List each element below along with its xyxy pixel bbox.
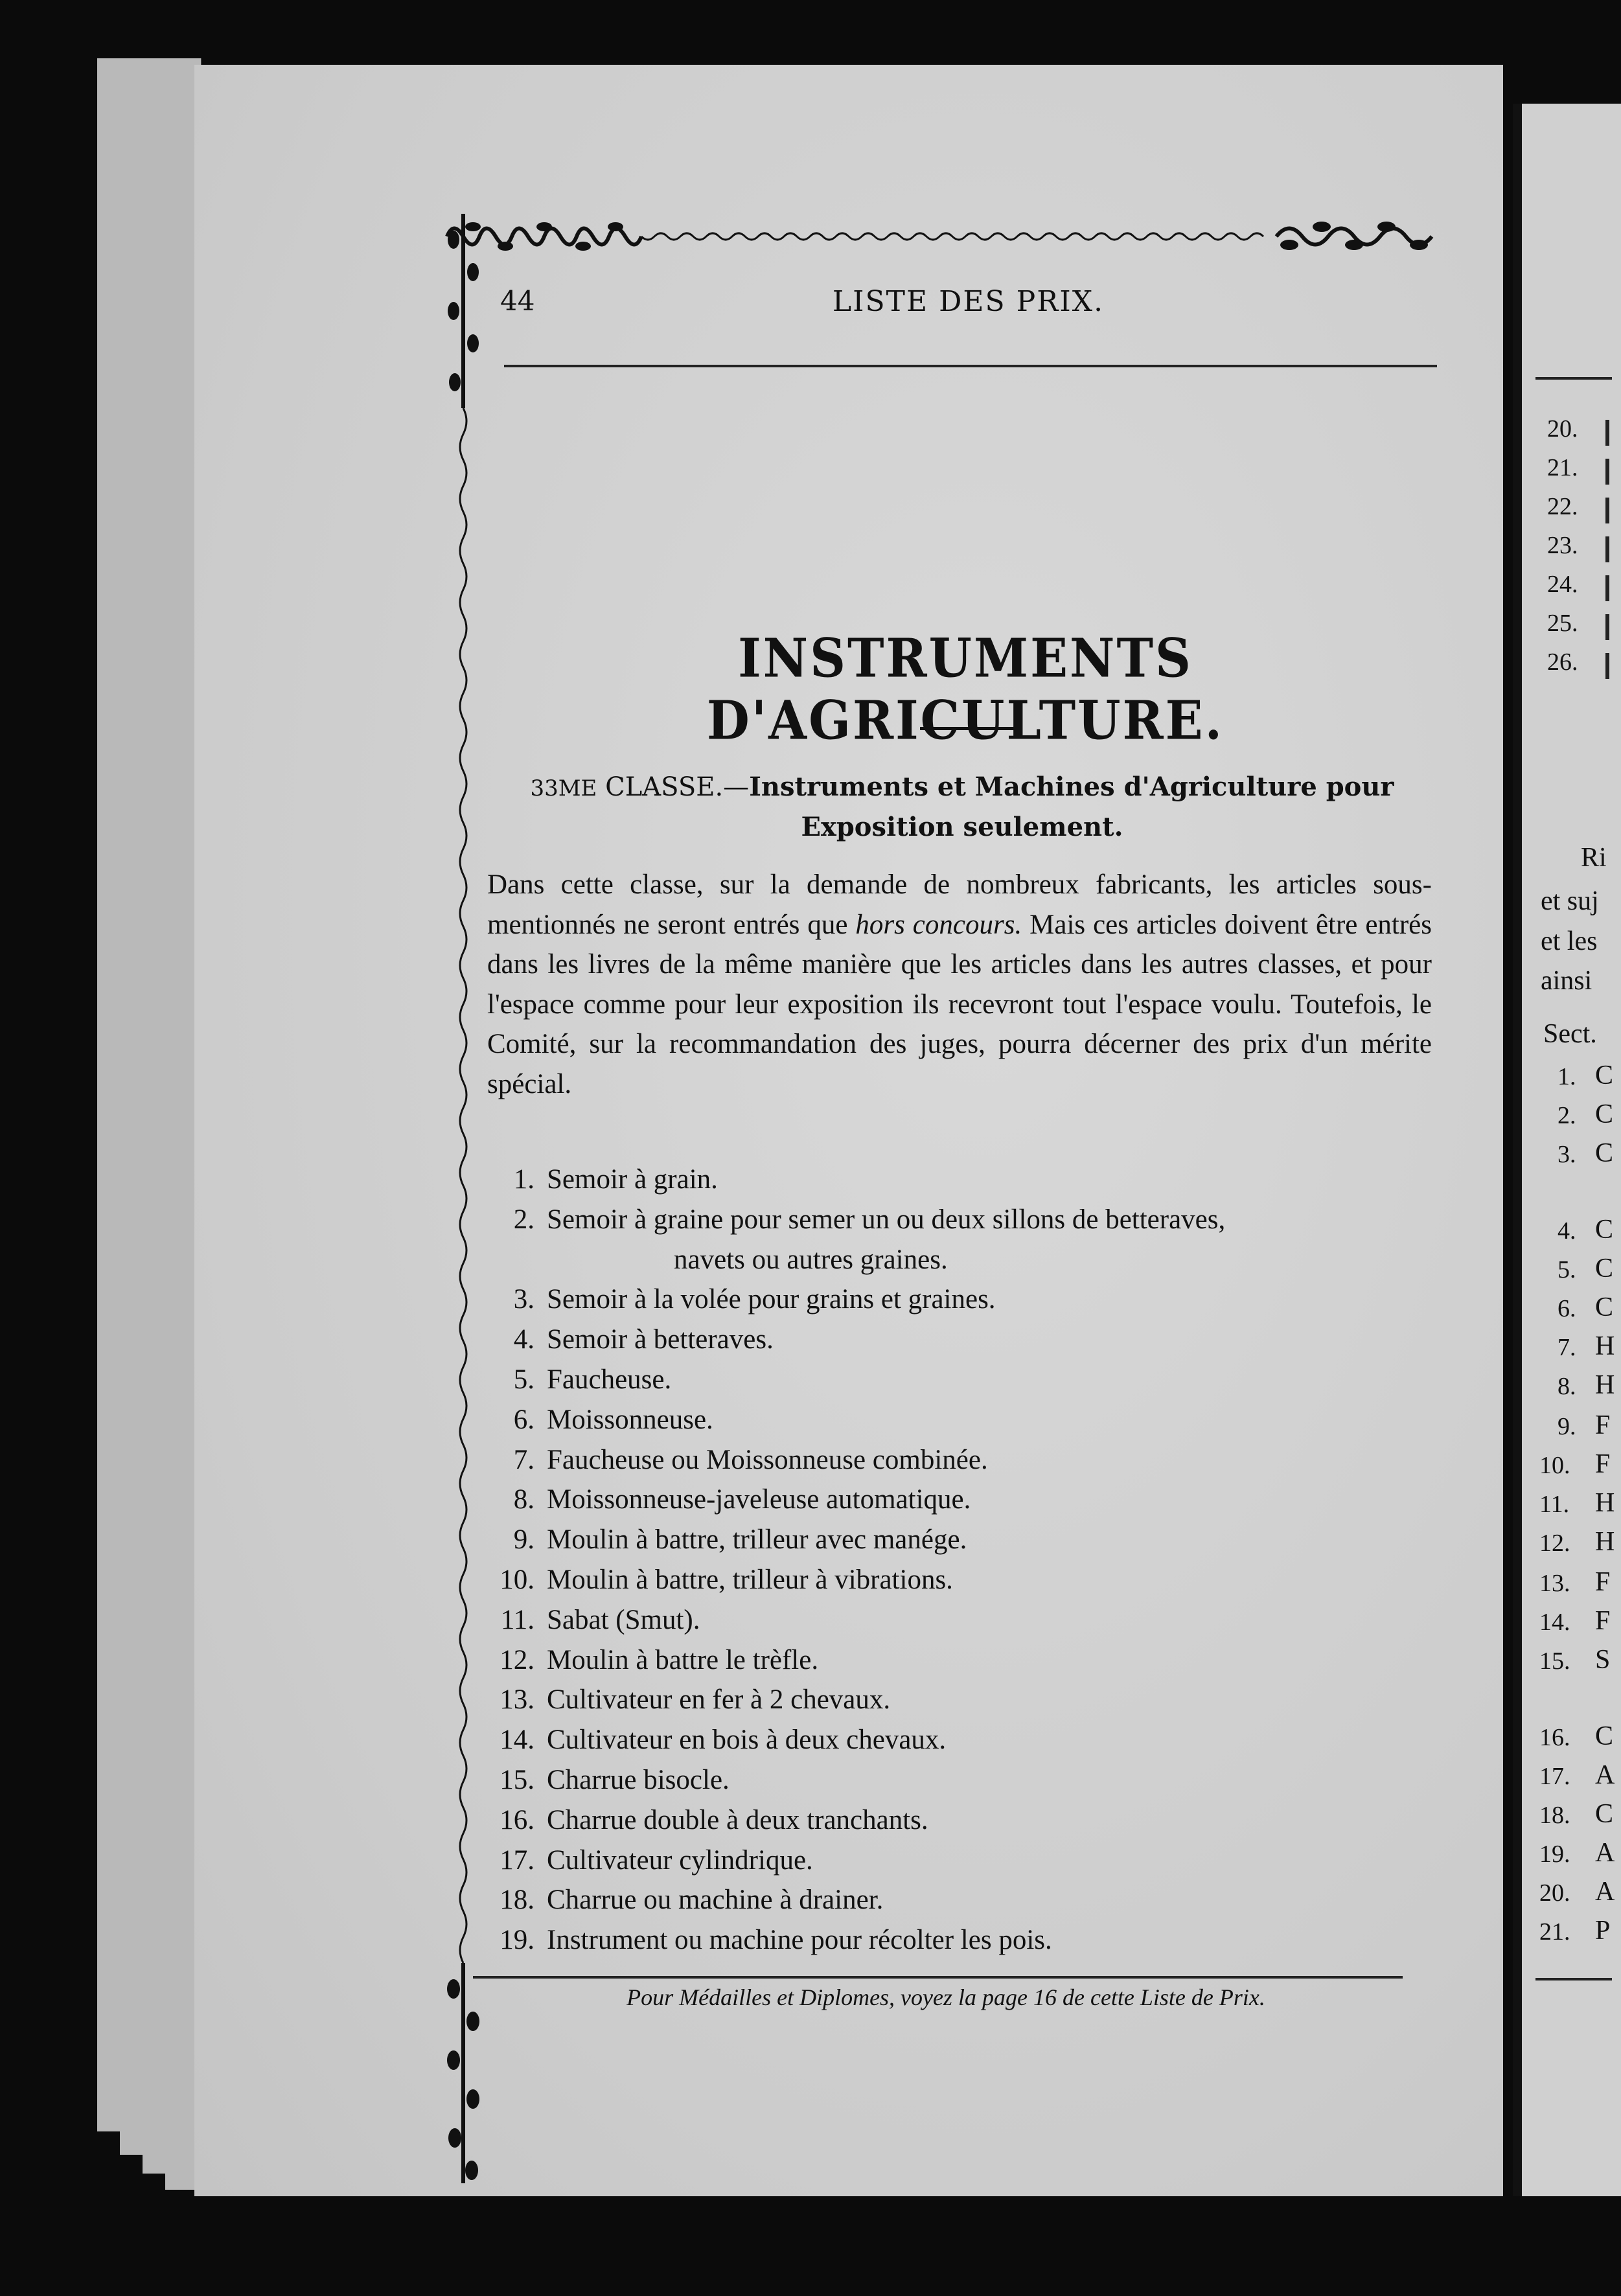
paragraph-italic: hors concours. — [855, 909, 1022, 940]
item-text: Semoir à la volée pour grains et graines. — [547, 1284, 996, 1315]
facing-item-letter: C — [1595, 1215, 1614, 1245]
facing-text-stub — [1605, 420, 1609, 446]
item-number: 2. — [513, 1204, 535, 1235]
list-item — [479, 1600, 1438, 1640]
class-description: Instruments et Machines d'Agriculture pour Exposition seulement. — [749, 772, 1394, 842]
item-number: 13. — [500, 1684, 535, 1716]
facing-text-stub — [1605, 536, 1609, 562]
list-item — [479, 1160, 1438, 1200]
list-item — [479, 1560, 1438, 1600]
facing-page-header-rule — [1535, 377, 1612, 380]
item-number: 6. — [513, 1404, 535, 1435]
item-number: 14. — [500, 1725, 535, 1756]
item-number: 4. — [513, 1324, 535, 1355]
paragraph-text-2: Mais ces articles doivent être entrés dans les livres de la même manière que les articles dans les autres classes, et pour l'espace comme pour leur exposition ils recevront tout l'espace voulu. Toutefois, le Comité, sur la recommandation des juges, pourra décerner des prix d'un mérite spécial. — [487, 909, 1432, 1099]
section-title: INSTRUMENTS D'AGRICULTURE. — [706, 626, 1224, 752]
item-text: Faucheuse ou Moissonneuse combinée. — [547, 1444, 988, 1475]
facing-sect-label: Sect. — [1543, 1019, 1597, 1049]
facing-item-letter: H — [1595, 1370, 1615, 1400]
facing-item-number: 2. — [1558, 1102, 1576, 1129]
facing-item-letter: F — [1595, 1606, 1611, 1636]
list-item — [479, 1280, 1438, 1320]
facing-item-number: 5. — [1558, 1256, 1576, 1283]
running-title: LISTE DES PRIX. — [832, 285, 1105, 318]
list-item — [479, 1800, 1438, 1841]
facing-item-letter: H — [1595, 1488, 1615, 1518]
facing-item-number: 8. — [1558, 1373, 1576, 1400]
facing-item-number: 10. — [1539, 1452, 1570, 1479]
facing-item-letter: C — [1595, 1061, 1614, 1090]
list-item — [479, 1640, 1438, 1681]
facing-item-letter: F — [1595, 1567, 1611, 1597]
title-divider — [920, 727, 1015, 730]
page-number: 44 — [500, 285, 535, 317]
header-rule — [504, 365, 1437, 367]
item-text: Moissonneuse. — [547, 1404, 713, 1435]
list-item — [479, 1920, 1438, 1960]
page-header — [500, 285, 1436, 330]
facing-item-number: 24. — [1547, 571, 1578, 598]
item-number: 10. — [500, 1564, 535, 1595]
facing-text-stub — [1605, 498, 1609, 523]
class-number: 33ME — [530, 775, 597, 801]
facing-item-number: 1. — [1558, 1063, 1576, 1090]
facing-item-letter: A — [1595, 1838, 1615, 1868]
facing-text-stub — [1605, 653, 1609, 679]
facing-item-number: 25. — [1547, 610, 1578, 637]
facing-page-footer-rule — [1535, 1978, 1612, 1980]
facing-item-number: 7. — [1558, 1334, 1576, 1361]
facing-text-stub — [1605, 614, 1609, 640]
item-text: Charrue ou machine à drainer. — [547, 1885, 884, 1916]
list-item — [479, 1760, 1438, 1800]
footer-rule — [473, 1976, 1403, 1979]
facing-item-number: 11. — [1539, 1491, 1570, 1518]
list-item — [479, 1320, 1438, 1360]
facing-item-number: 17. — [1539, 1763, 1570, 1790]
facing-item-number: 13. — [1539, 1570, 1570, 1597]
facing-text-stub — [1605, 575, 1609, 601]
facing-item-number: 3. — [1558, 1141, 1576, 1168]
facing-item-number: 21. — [1547, 454, 1578, 481]
item-text-continuation: navets ou autres graines. — [674, 1244, 948, 1275]
list-item — [479, 1520, 1438, 1560]
item-number: 3. — [513, 1284, 535, 1315]
facing-text-fragment: ainsi — [1541, 966, 1592, 996]
list-item — [479, 1680, 1438, 1720]
facing-text-fragment: Ri — [1581, 843, 1607, 873]
facing-item-number: 19. — [1539, 1841, 1570, 1868]
facing-text-fragment: et suj — [1541, 886, 1599, 916]
paragraph-text-1: Dans cette classe, sur la demande de nombreux fabricants, les articles sous-mentionnés ne seront entrés que — [487, 869, 1432, 940]
item-number: 15. — [500, 1764, 535, 1795]
item-text: Faucheuse. — [547, 1364, 672, 1395]
item-text: Cultivateur en bois à deux chevaux. — [547, 1725, 947, 1756]
item-number: 8. — [513, 1484, 535, 1515]
facing-item-letter: C — [1595, 1721, 1614, 1751]
facing-item-letter: F — [1595, 1449, 1611, 1479]
item-number: 5. — [513, 1364, 535, 1395]
list-item — [479, 1360, 1438, 1400]
item-number: 7. — [513, 1444, 535, 1475]
item-text: Semoir à grain. — [547, 1164, 718, 1195]
facing-item-letter: C — [1595, 1799, 1614, 1829]
item-text: Moissonneuse-javeleuse automatique. — [547, 1484, 971, 1515]
facing-item-number: 14. — [1539, 1609, 1570, 1636]
list-item — [479, 1440, 1438, 1480]
item-text: Cultivateur en fer à 2 chevaux. — [547, 1684, 891, 1716]
item-text: Charrue bisocle. — [547, 1764, 730, 1795]
facing-item-letter: S — [1595, 1645, 1611, 1675]
item-text: Instrument ou machine pour récolter les pois. — [547, 1925, 1052, 1956]
facing-item-number: 15. — [1539, 1647, 1570, 1675]
facing-item-number: 23. — [1547, 532, 1578, 559]
list-item — [479, 1841, 1438, 1881]
facing-item-letter: C — [1595, 1099, 1614, 1129]
item-text: Charrue double à deux tranchants. — [547, 1804, 928, 1835]
facing-item-number: 22. — [1547, 493, 1578, 520]
item-number: 16. — [500, 1804, 535, 1835]
facing-item-number: 12. — [1539, 1530, 1570, 1557]
item-text: Moulin à battre, trilleur à vibrations. — [547, 1564, 953, 1595]
facing-item-number: 4. — [1558, 1217, 1576, 1245]
intro-paragraph — [487, 865, 1432, 1104]
facing-item-letter: P — [1595, 1916, 1611, 1946]
prize-item-list — [479, 1160, 1438, 1960]
facing-item-letter: H — [1595, 1527, 1615, 1557]
item-number: 12. — [500, 1644, 535, 1675]
facing-item-number: 18. — [1539, 1802, 1570, 1829]
list-item — [479, 1200, 1438, 1280]
item-text: Semoir à betteraves. — [547, 1324, 774, 1355]
facing-item-number: 6. — [1558, 1295, 1576, 1322]
item-text: Moulin à battre, trilleur avec manége. — [547, 1524, 967, 1556]
footer-note: Pour Médailles et Diplomes, voyez la page 16 de cette Liste de Prix. — [627, 1984, 1265, 2010]
item-number: 11. — [500, 1604, 535, 1635]
item-text: Cultivateur cylindrique. — [547, 1844, 813, 1876]
facing-item-number: 9. — [1558, 1413, 1576, 1440]
facing-text-fragment: et les — [1541, 926, 1598, 956]
facing-item-letter: C — [1595, 1254, 1614, 1283]
list-item — [479, 1400, 1438, 1440]
facing-item-number: 26. — [1547, 649, 1578, 676]
facing-text-stub — [1605, 459, 1609, 485]
facing-item-number: 20. — [1547, 415, 1578, 442]
item-number: 18. — [500, 1885, 535, 1916]
facing-item-letter: C — [1595, 1292, 1614, 1322]
list-item — [479, 1480, 1438, 1520]
facing-item-letter: A — [1595, 1760, 1615, 1790]
list-item — [479, 1880, 1438, 1920]
class-heading — [486, 768, 1438, 847]
facing-item-number: 21. — [1539, 1918, 1570, 1946]
item-number: 9. — [513, 1524, 535, 1556]
facing-item-letter: A — [1595, 1877, 1615, 1907]
facing-item-letter: C — [1595, 1138, 1614, 1168]
facing-item-number: 16. — [1539, 1724, 1570, 1751]
class-label: CLASSE.— — [605, 772, 750, 802]
item-number: 17. — [500, 1844, 535, 1876]
item-number: 19. — [500, 1925, 535, 1956]
facing-item-letter: F — [1595, 1410, 1611, 1440]
item-text: Moulin à battre le trèfle. — [547, 1644, 819, 1675]
facing-item-number: 20. — [1539, 1879, 1570, 1907]
facing-item-letter: H — [1595, 1331, 1615, 1361]
vine-border-top-ornament — [447, 214, 1438, 259]
item-text: Semoir à graine pour semer un ou deux sillons de betteraves, — [547, 1204, 1226, 1235]
list-item — [479, 1720, 1438, 1760]
item-number: 1. — [513, 1164, 535, 1195]
item-text: Sabat (Smut). — [547, 1604, 700, 1635]
